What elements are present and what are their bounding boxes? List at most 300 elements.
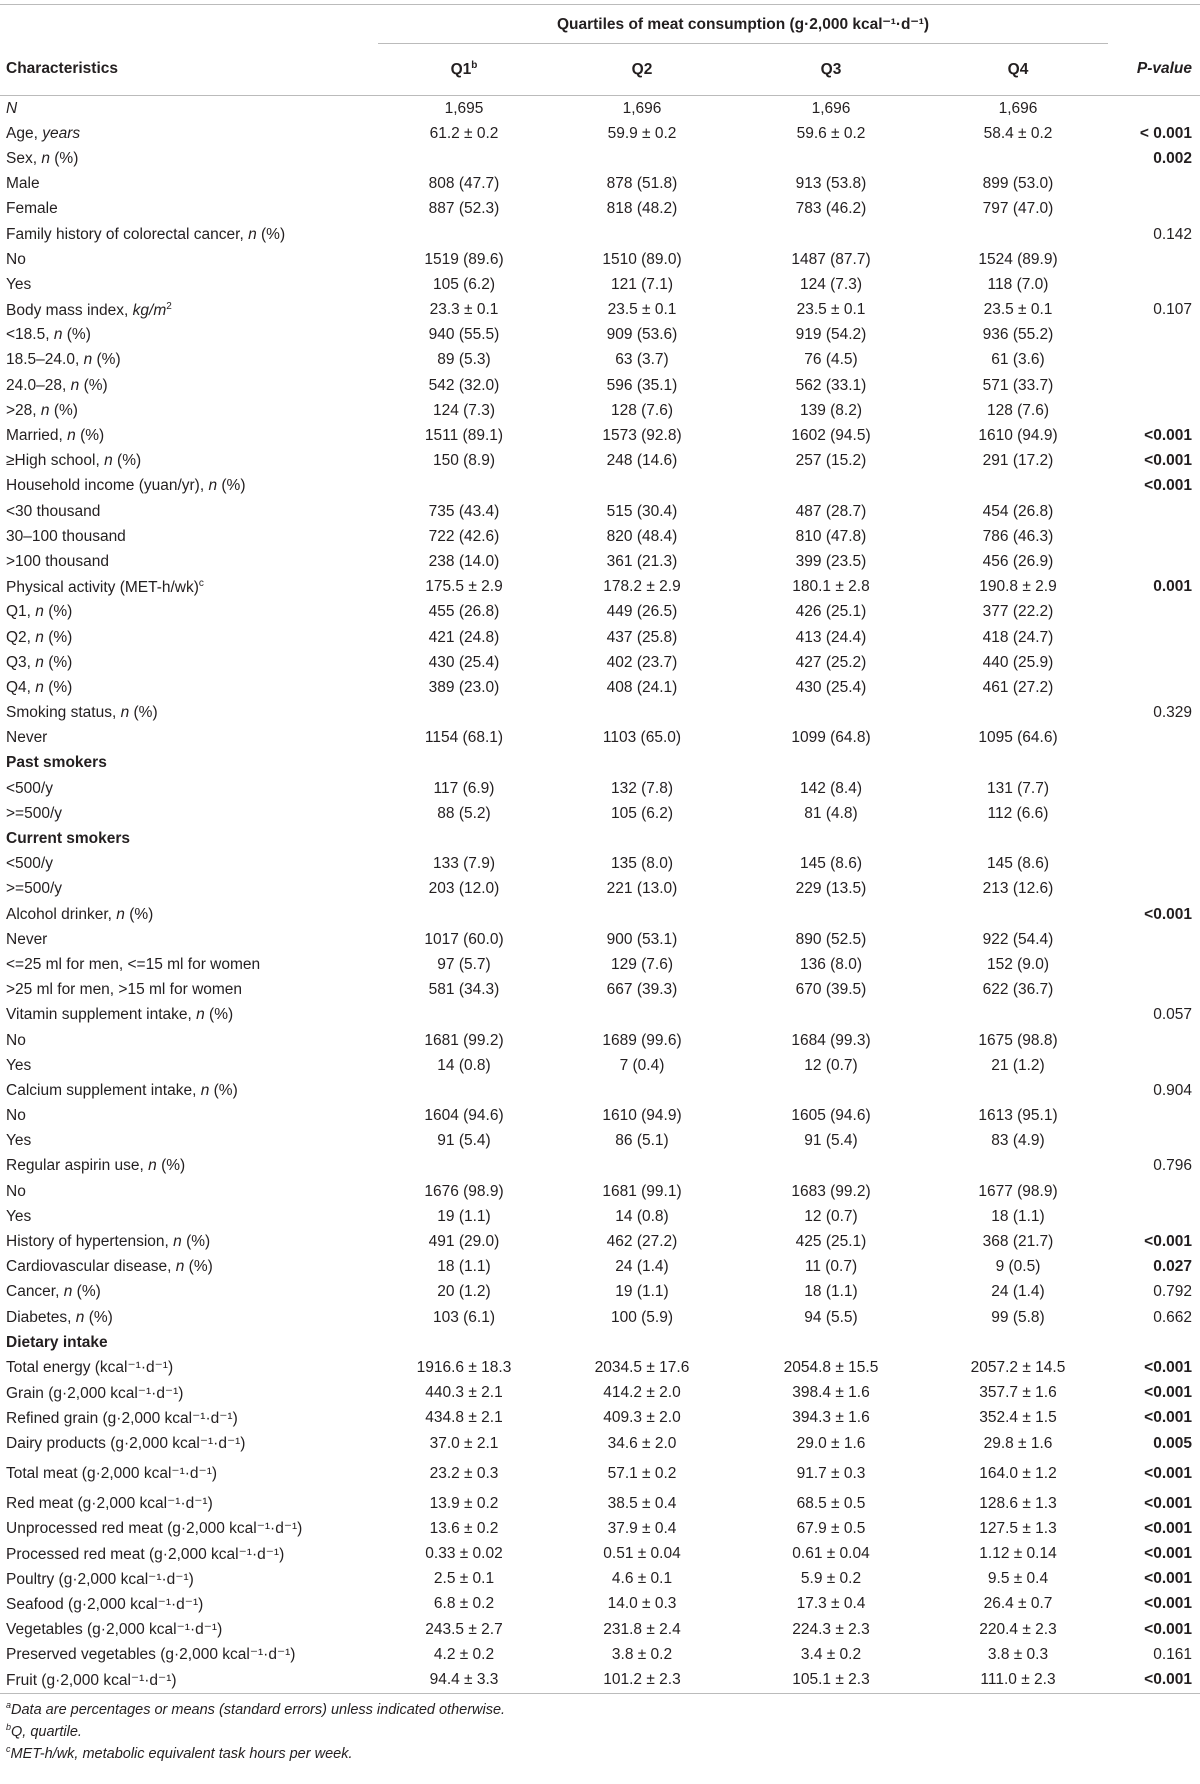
header-q2: Q2 <box>550 44 734 96</box>
cell-q4: 922 (54.4) <box>982 930 1054 948</box>
cell-pvalue <box>1108 776 1200 801</box>
cell-pvalue <box>1108 852 1200 877</box>
cell-q3: 425 (25.1) <box>795 1233 867 1251</box>
cell-q4: 220.4 ± 2.3 <box>979 1620 1057 1638</box>
cell-q2: 0.51 ± 0.04 <box>603 1545 681 1563</box>
cell-q2: 248 (14.6) <box>606 452 678 470</box>
table-row <box>0 1104 1200 1129</box>
table-row <box>0 1667 1200 1693</box>
cell-pvalue: 0.005 <box>1153 1434 1192 1452</box>
row-label: Married, n (%) <box>6 427 105 445</box>
cell-q2 <box>550 1330 734 1355</box>
row-label: Vitamin supplement intake, n (%) <box>6 1006 234 1024</box>
cell-q3 <box>734 1003 928 1028</box>
cell-pvalue: <0.001 <box>1144 1233 1192 1251</box>
table-row <box>0 1355 1200 1380</box>
cell-q1 <box>378 751 550 776</box>
row-label: Fruit (g·2,000 kcal⁻¹·d⁻¹) <box>0 1667 378 1693</box>
cell-pvalue <box>1108 323 1200 348</box>
cell-q4 <box>928 474 1108 499</box>
row-label: No <box>6 1107 26 1125</box>
cell-q3: 783 (46.2) <box>795 200 867 218</box>
row-label: Cardiovascular disease, n (%) <box>6 1258 213 1276</box>
cell-q1: 6.8 ± 0.2 <box>433 1595 495 1613</box>
cell-q2 <box>550 902 734 927</box>
cell-q3: 1099 (64.8) <box>791 729 871 747</box>
cell-q3: 426 (25.1) <box>795 603 867 621</box>
cell-q3: 11 (0.7) <box>804 1258 858 1276</box>
table-row <box>0 1053 1200 1078</box>
cell-q2: 818 (48.2) <box>606 200 678 218</box>
cell-pvalue: 0.796 <box>1153 1157 1192 1175</box>
cell-q4: 127.5 ± 1.3 <box>979 1519 1057 1537</box>
cell-q4: 899 (53.0) <box>982 175 1054 193</box>
cell-q4: 1,696 <box>998 99 1038 117</box>
table-row <box>0 1229 1200 1254</box>
cell-q4 <box>928 1078 1108 1103</box>
cell-q3: 487 (28.7) <box>795 502 867 520</box>
row-label: Total energy (kcal⁻¹·d⁻¹) <box>6 1359 174 1377</box>
cell-q1: 1511 (89.1) <box>424 427 504 445</box>
cell-q4: 357.7 ± 1.6 <box>979 1384 1057 1402</box>
cell-q3 <box>734 826 928 851</box>
cell-q3: 18 (1.1) <box>804 1283 858 1301</box>
cell-q3: 67.9 ± 0.5 <box>796 1519 866 1537</box>
cell-q1: 19 (1.1) <box>437 1207 491 1225</box>
row-label: Male <box>6 175 40 193</box>
cell-q4: 1677 (98.9) <box>978 1182 1058 1200</box>
cell-q4: 112 (6.6) <box>987 804 1049 822</box>
table-row <box>0 1003 1200 1028</box>
cell-q2: 515 (30.4) <box>606 502 678 520</box>
row-label: Body mass index, $kg/m^2$ <box>6 300 172 319</box>
cell-q4: 131 (7.7) <box>986 779 1050 797</box>
cell-q4: 1.12 ± 0.14 <box>979 1545 1057 1563</box>
cell-q1: 4.2 ± 0.2 <box>433 1645 495 1663</box>
cell-q3: 17.3 ± 0.4 <box>796 1595 866 1613</box>
cell-q3 <box>734 146 928 171</box>
cell-q2: 128 (7.6) <box>610 401 674 419</box>
cell-q1: 440.3 ± 2.1 <box>425 1384 503 1402</box>
row-label: Yes <box>6 1132 32 1150</box>
row-label: No <box>6 1182 26 1200</box>
table-row <box>0 1406 1200 1431</box>
cell-q1: 808 (47.7) <box>428 175 500 193</box>
cell-q1: 735 (43.4) <box>428 502 500 520</box>
row-label: Household income (yuan/yr), n (%) <box>6 477 246 495</box>
row-label: Seafood (g·2,000 kcal⁻¹·d⁻¹) <box>6 1595 204 1613</box>
cell-pvalue <box>1108 801 1200 826</box>
cell-q4: 936 (55.2) <box>982 326 1054 344</box>
table-row <box>0 1179 1200 1204</box>
cell-q2: 135 (8.0) <box>610 855 674 873</box>
spanner-header-row <box>0 5 1200 44</box>
cell-q2: 57.1 ± 0.2 <box>607 1464 677 1482</box>
cell-q1: 421 (24.8) <box>428 628 500 646</box>
cell-q1: 175.5 ± 2.9 <box>425 578 503 596</box>
cell-q1: 1154 (68.1) <box>424 729 504 747</box>
cell-q2: 361 (21.3) <box>606 552 678 570</box>
cell-q3: 29.0 ± 1.6 <box>796 1434 866 1452</box>
table-row <box>0 751 1200 776</box>
table-row <box>0 146 1200 171</box>
cell-pvalue: 0.792 <box>1153 1283 1192 1301</box>
table-row <box>0 877 1200 902</box>
cell-q3: 1,696 <box>811 99 851 117</box>
cell-q2: 86 (5.1) <box>615 1132 669 1150</box>
cell-q2 <box>550 1003 734 1028</box>
cell-q1: 434.8 ± 2.1 <box>425 1409 503 1427</box>
cell-q1: 581 (34.3) <box>428 981 500 999</box>
table-row <box>0 373 1200 398</box>
cell-q1: 91 (5.4) <box>437 1132 491 1150</box>
cell-q4 <box>928 826 1108 851</box>
cell-q1: 89 (5.3) <box>437 351 491 369</box>
row-label: Regular aspirin use, n (%) <box>6 1157 186 1175</box>
cell-q2: 14 (0.8) <box>615 1207 669 1225</box>
cell-q1: 97 (5.7) <box>437 955 491 973</box>
row-label: Yes <box>6 1207 32 1225</box>
cell-pvalue: <0.001 <box>1144 1494 1192 1512</box>
cell-q2: 667 (39.3) <box>606 981 678 999</box>
cell-q1: 1916.6 ± 18.3 <box>416 1358 512 1376</box>
cell-q2: 909 (53.6) <box>606 326 678 344</box>
cell-q3: 810 (47.8) <box>795 527 867 545</box>
cell-q3 <box>734 1078 928 1103</box>
cell-q1: 1681 (99.2) <box>424 1031 504 1049</box>
cell-q3: 136 (8.0) <box>799 955 863 973</box>
cell-q1: 124 (7.3) <box>432 401 496 419</box>
cell-q2: 38.5 ± 0.4 <box>607 1494 677 1512</box>
cell-q1: 1604 (94.6) <box>424 1107 504 1125</box>
cell-q2: 23.5 ± 0.1 <box>607 301 677 319</box>
cell-q2: 596 (35.1) <box>606 376 678 394</box>
cell-q4 <box>928 751 1108 776</box>
cell-q3: 180.1 ± 2.8 <box>792 578 870 596</box>
cell-q4: 291 (17.2) <box>982 452 1054 470</box>
table-row <box>0 1592 1200 1617</box>
cell-pvalue <box>1108 751 1200 776</box>
row-label: Never <box>6 729 48 747</box>
row-label: Red meat (g·2,000 kcal⁻¹·d⁻¹) <box>6 1495 213 1513</box>
cell-pvalue: 0.107 <box>1153 301 1192 319</box>
cell-q1: 491 (29.0) <box>428 1233 500 1251</box>
cell-pvalue <box>1108 1204 1200 1229</box>
cell-q2: 449 (26.5) <box>606 603 678 621</box>
cell-q4 <box>928 1154 1108 1179</box>
table-row <box>0 1642 1200 1667</box>
cell-q2: 24 (1.4) <box>615 1258 669 1276</box>
table-row <box>0 197 1200 222</box>
footnote: $^b$Q, quartile. <box>6 1722 82 1740</box>
cell-pvalue <box>1108 726 1200 751</box>
cell-pvalue: <0.001 <box>1144 1620 1192 1638</box>
cell-q4: 190.8 ± 2.9 <box>979 578 1057 596</box>
cell-q3: 1487 (87.7) <box>791 250 871 268</box>
cell-q2: 409.3 ± 2.0 <box>603 1409 681 1427</box>
cell-pvalue: <0.001 <box>1144 452 1192 470</box>
cell-q3: 2054.8 ± 15.5 <box>783 1358 879 1376</box>
row-label: Grain (g·2,000 kcal⁻¹·d⁻¹) <box>6 1384 184 1402</box>
cell-pvalue: <0.001 <box>1144 1384 1192 1402</box>
cell-pvalue <box>1108 499 1200 524</box>
cell-pvalue: 0.662 <box>1153 1308 1192 1326</box>
table-row <box>0 625 1200 650</box>
table-row <box>0 1516 1200 1541</box>
cell-q4: 3.8 ± 0.3 <box>987 1645 1049 1663</box>
cell-q4: 61 (3.6) <box>991 351 1045 369</box>
cell-q1: 542 (32.0) <box>428 376 500 394</box>
cell-q1: 20 (1.2) <box>437 1283 491 1301</box>
cell-q2: 121 (7.1) <box>610 275 674 293</box>
cell-q4: 1095 (64.6) <box>978 729 1058 747</box>
cell-q3: 913 (53.8) <box>795 175 867 193</box>
cell-q1: 887 (52.3) <box>428 200 500 218</box>
cell-q3: 23.5 ± 0.1 <box>796 301 866 319</box>
cell-pvalue: <0.001 <box>1144 1570 1192 1588</box>
cell-q3: 427 (25.2) <box>795 653 867 671</box>
cell-q3: 398.4 ± 1.6 <box>792 1384 870 1402</box>
cell-q3: 1602 (94.5) <box>791 427 871 445</box>
cell-q3: 399 (23.5) <box>795 552 867 570</box>
table-row <box>0 801 1200 826</box>
cell-q3: 91 (5.4) <box>804 1132 858 1150</box>
cell-pvalue <box>1108 1028 1200 1053</box>
cell-q3: 139 (8.2) <box>799 401 863 419</box>
cell-q3 <box>734 751 928 776</box>
table-row <box>0 701 1200 726</box>
cell-q1: 238 (14.0) <box>428 552 500 570</box>
row-label: History of hypertension, n (%) <box>6 1233 211 1251</box>
table-row <box>0 398 1200 423</box>
table-row <box>0 1078 1200 1103</box>
cell-q1: 13.9 ± 0.2 <box>429 1494 499 1512</box>
row-label: Processed red meat (g·2,000 kcal⁻¹·d⁻¹) <box>6 1545 285 1563</box>
table-row <box>0 1567 1200 1592</box>
cell-q1 <box>378 701 550 726</box>
cell-q1: 203 (12.0) <box>428 880 500 898</box>
cell-q4: 24 (1.4) <box>991 1283 1045 1301</box>
cell-q2: 1,696 <box>622 99 662 117</box>
table-row <box>0 449 1200 474</box>
row-label: 18.5–24.0, n (%) <box>6 351 121 369</box>
cell-q1: 722 (42.6) <box>428 527 500 545</box>
cell-q1: 61.2 ± 0.2 <box>429 124 499 142</box>
cell-q1: 105 (6.2) <box>432 275 496 293</box>
cell-q1: 940 (55.5) <box>428 326 500 344</box>
cell-pvalue <box>1108 952 1200 977</box>
cell-pvalue: 0.904 <box>1153 1081 1192 1099</box>
row-label: Q1, n (%) <box>6 603 73 621</box>
cell-q1: 103 (6.1) <box>432 1308 496 1326</box>
cell-q2: 63 (3.7) <box>615 351 669 369</box>
row-label: Q3, n (%) <box>6 653 73 671</box>
cell-q1 <box>378 222 550 247</box>
cell-q4: 152 (9.0) <box>986 955 1050 973</box>
cell-q1: 14 (0.8) <box>437 1056 491 1074</box>
cell-q3 <box>734 222 928 247</box>
row-label: Past smokers <box>6 754 107 772</box>
row-label: Alcohol drinker, n (%) <box>6 905 154 923</box>
row-label: Current smokers <box>6 830 131 848</box>
cell-q1: 94.4 ± 3.3 <box>378 1667 550 1693</box>
cell-pvalue <box>1108 272 1200 297</box>
cell-pvalue: <0.001 <box>1144 1464 1192 1482</box>
cell-q3 <box>734 1330 928 1355</box>
cell-q1: 243.5 ± 2.7 <box>425 1620 503 1638</box>
row-label: <500/y <box>6 779 53 797</box>
cell-q1: 1,695 <box>444 99 484 117</box>
row-label: <18.5, n (%) <box>6 326 91 344</box>
baseline-characteristics-table <box>0 4 1200 1694</box>
cell-q4: 26.4 ± 0.7 <box>983 1595 1053 1613</box>
cell-pvalue: 0.057 <box>1153 1006 1192 1024</box>
cell-q3: 1684 (99.3) <box>791 1031 871 1049</box>
cell-q2: 820 (48.4) <box>606 527 678 545</box>
cell-q1: 2.5 ± 0.1 <box>433 1570 495 1588</box>
cell-q2 <box>550 1154 734 1179</box>
cell-q4: 456 (26.9) <box>982 552 1054 570</box>
row-label: ≥High school, n (%) <box>6 452 142 470</box>
table-row <box>0 776 1200 801</box>
row-label: No <box>6 250 26 268</box>
row-label: Age, years <box>6 124 81 142</box>
cell-q3: 94 (5.5) <box>804 1308 858 1326</box>
cell-q4: 128.6 ± 1.3 <box>979 1494 1057 1512</box>
cell-q4: 1524 (89.9) <box>978 250 1058 268</box>
row-label: Female <box>6 200 58 218</box>
table-row <box>0 600 1200 625</box>
row-label: Never <box>6 930 48 948</box>
table-row <box>0 524 1200 549</box>
column-header-row <box>0 44 1200 96</box>
table-row <box>0 1542 1200 1567</box>
cell-q1 <box>378 1003 550 1028</box>
cell-q2 <box>550 146 734 171</box>
row-label: >=500/y <box>6 880 63 898</box>
header-q1: Q1$^b$ <box>378 44 550 96</box>
cell-q3: 81 (4.8) <box>804 804 858 822</box>
row-label: Dairy products (g·2,000 kcal⁻¹·d⁻¹) <box>6 1435 246 1453</box>
cell-q4: 111.0 ± 2.3 <box>928 1667 1108 1693</box>
table-row <box>0 1330 1200 1355</box>
cell-q4 <box>928 222 1108 247</box>
cell-q2: 132 (7.8) <box>610 779 674 797</box>
cell-pvalue: <0.001 <box>1144 1409 1192 1427</box>
cell-q2 <box>550 701 734 726</box>
row-label: Family history of colorectal cancer, n (%) <box>6 225 286 243</box>
cell-q2: 105 (6.2) <box>610 804 674 822</box>
cell-pvalue <box>1108 524 1200 549</box>
row-label: 24.0–28, n (%) <box>6 376 108 394</box>
cell-q4: 461 (27.2) <box>982 678 1054 696</box>
cell-q1: 133 (7.9) <box>432 855 496 873</box>
cell-q4: 145 (8.6) <box>986 855 1050 873</box>
cell-q3: 124 (7.3) <box>799 275 863 293</box>
cell-q1: 430 (25.4) <box>428 653 500 671</box>
row-label: Smoking status, n (%) <box>6 704 158 722</box>
cell-q1: 13.6 ± 0.2 <box>429 1519 499 1537</box>
cell-q4: 83 (4.9) <box>991 1132 1045 1150</box>
table-row <box>0 121 1200 146</box>
cell-q3: 430 (25.4) <box>795 678 867 696</box>
cell-q1 <box>378 1330 550 1355</box>
row-label: Vegetables (g·2,000 kcal⁻¹·d⁻¹) <box>6 1621 223 1639</box>
cell-q4: 1613 (95.1) <box>978 1107 1058 1125</box>
cell-q4: 571 (33.7) <box>982 376 1054 394</box>
table-body <box>0 96 1200 1694</box>
cell-pvalue: <0.001 <box>1144 1358 1192 1376</box>
table-row <box>0 726 1200 751</box>
table-row <box>0 1305 1200 1330</box>
cell-q4: 368 (21.7) <box>982 1233 1054 1251</box>
cell-q4: 128 (7.6) <box>986 401 1050 419</box>
cell-q2: 231.8 ± 2.4 <box>603 1620 681 1638</box>
cell-q1 <box>378 826 550 851</box>
cell-q4 <box>928 146 1108 171</box>
cell-q3: 0.61 ± 0.04 <box>792 1545 870 1563</box>
row-label: Preserved vegetables (g·2,000 kcal⁻¹·d⁻¹) <box>6 1646 296 1664</box>
cell-q1: 88 (5.2) <box>437 804 491 822</box>
cell-q1: 117 (6.9) <box>433 779 495 797</box>
row-label: Total meat (g·2,000 kcal⁻¹·d⁻¹) <box>6 1465 218 1483</box>
cell-q3: 257 (15.2) <box>795 452 867 470</box>
cell-q2: 59.9 ± 0.2 <box>607 124 677 142</box>
table-row <box>0 1431 1200 1456</box>
table-row <box>0 1154 1200 1179</box>
cell-q2: 1573 (92.8) <box>602 427 682 445</box>
cell-q2: 4.6 ± 0.1 <box>611 1570 673 1588</box>
cell-pvalue: < 0.001 <box>1139 124 1192 142</box>
cell-q2: 1689 (99.6) <box>602 1031 682 1049</box>
table-row <box>0 826 1200 851</box>
cell-pvalue <box>1108 373 1200 398</box>
cell-q2: 129 (7.6) <box>610 955 674 973</box>
cell-q4: 9.5 ± 0.4 <box>987 1570 1049 1588</box>
cell-pvalue: 0.161 <box>1153 1645 1192 1663</box>
table-row <box>0 675 1200 700</box>
table-row <box>0 549 1200 574</box>
cell-q1: 389 (23.0) <box>428 678 500 696</box>
cell-q4: 454 (26.8) <box>982 502 1054 520</box>
cell-q3: 890 (52.5) <box>795 930 867 948</box>
cell-q1: 150 (8.9) <box>432 452 496 470</box>
cell-pvalue: 0.329 <box>1153 704 1192 722</box>
cell-pvalue <box>1108 927 1200 952</box>
table-row <box>0 222 1200 247</box>
cell-pvalue: <0.001 <box>1144 1519 1192 1537</box>
cell-q2: 178.2 ± 2.9 <box>603 578 681 596</box>
row-label: Yes <box>6 275 32 293</box>
row-label: Diabetes, n (%) <box>6 1308 113 1326</box>
cell-q2 <box>550 474 734 499</box>
cell-q4: 118 (7.0) <box>987 275 1049 293</box>
table-row <box>0 902 1200 927</box>
cell-pvalue: 0.002 <box>1153 149 1192 167</box>
row-label: Calcium supplement intake, n (%) <box>6 1081 238 1099</box>
row-label: N <box>6 99 18 117</box>
cell-q2 <box>550 1078 734 1103</box>
cell-q2: 3.8 ± 0.2 <box>611 1645 673 1663</box>
cell-pvalue <box>1108 625 1200 650</box>
cell-pvalue <box>1108 826 1200 851</box>
cell-pvalue: 0.142 <box>1153 225 1192 243</box>
cell-q3: 229 (13.5) <box>795 880 867 898</box>
cell-q2: 7 (0.4) <box>619 1056 665 1074</box>
cell-q2: 408 (24.1) <box>606 678 678 696</box>
row-label: >28, n (%) <box>6 401 78 419</box>
row-label: Q2, n (%) <box>6 628 73 646</box>
